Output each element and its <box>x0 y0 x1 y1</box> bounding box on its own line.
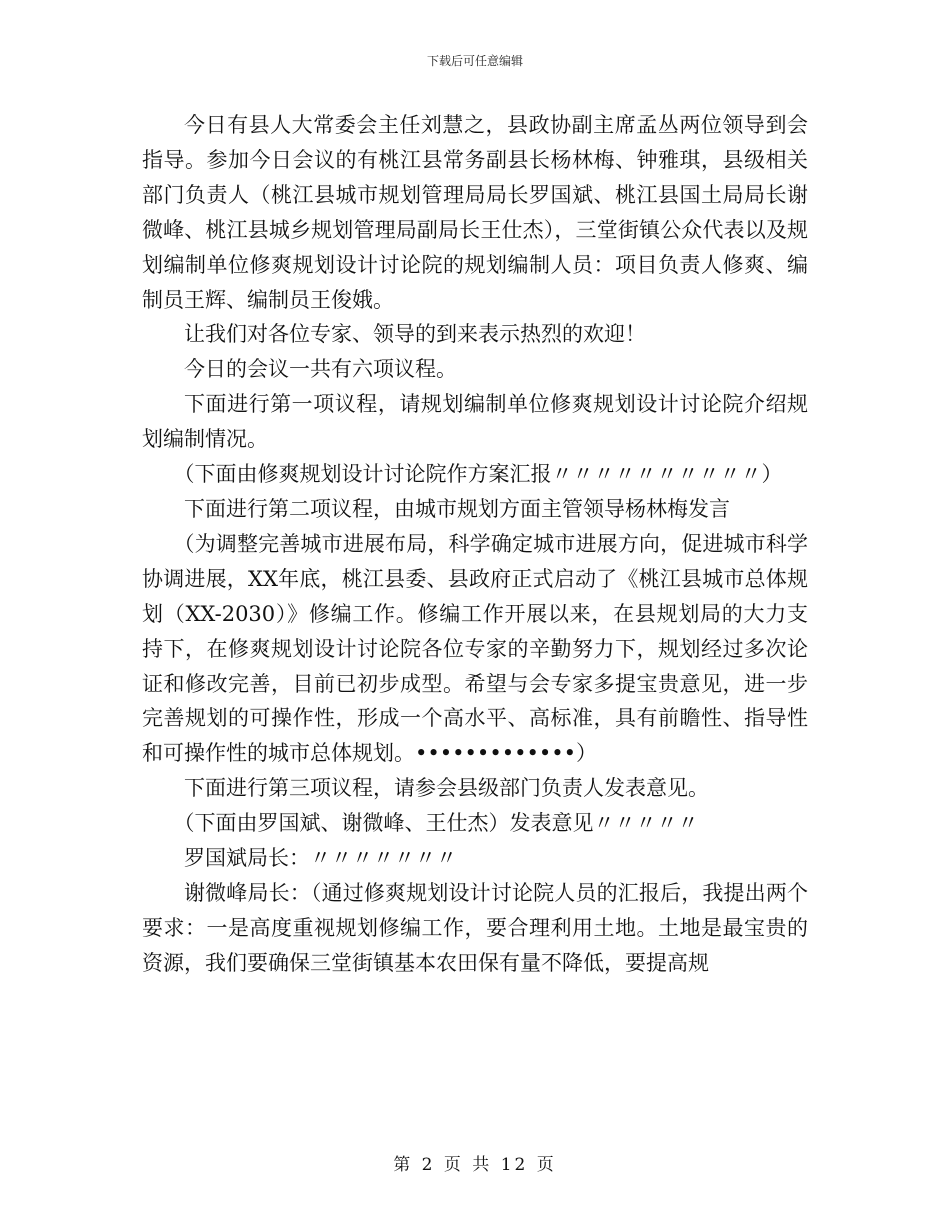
page-footer: 第 2 页 共 12 页 <box>393 1155 557 1175</box>
paragraph-agenda-3: 下面进行第三项议程，请参会县级部门负责人发表意见。 <box>184 776 709 801</box>
page-header: 下载后可任意编辑 <box>426 54 523 68</box>
paragraph-agenda-2: 下面进行第二项议程，由城市规划方面主管领导杨林梅发言 <box>184 496 730 521</box>
paragraph-speaker-luo: 罗国斌局长：〃〃〃〃〃〃〃 <box>184 846 457 871</box>
paragraph-agenda-3-note: （下面由罗国斌、谢微峰、王仕杰）发表意见〃〃〃〃〃 <box>173 811 699 836</box>
paragraph-agenda-1-note: （下面由修爽规划设计讨论院作方案汇报〃〃〃〃〃〃〃〃〃〃） <box>173 462 783 487</box>
paragraph-attendees: 今日有县人大常委会主任刘慧之，县政协副主席孟丛两位领导到会指导。参加今日会议的有桃江县常务副县长杨林梅、钟雅琪，县级相关部门负责人（桃江县城市规划管理局局长罗国斌、桃江县国土局局长谢微峰、桃江县城乡规划管理局副局长王仕杰），三堂街镇公众代表以及规划编制单位修爽规划设计讨论院的规划编制人员：项目负责人修爽、编制员王辉、编制员王俊娥。 <box>142 113 808 312</box>
document-body <box>142 108 808 981</box>
paragraph-agenda-2-speech: （为调整完善城市进展布局，科学确定城市进展方向，促进城市科学协调进展，XX年底，桃江县委、县政府正式启动了《桃江县城市总体规划（XX-2030）》修编工作。修编工作开展以来，在县规划局的大力支持下，在修爽规划设计讨论院各位专家的辛勤努力下，规划经过多次论证和修改完善，目前已初步成型。希望与会专家多提宝贵意见，进一步完善规划的可操作性，形成一个高水平、高标准，具有前瞻性、指导性和可操作性的城市总体规划。•••••••••••••） <box>142 531 808 766</box>
paragraph-agenda-1: 下面进行第一项议程，请规划编制单位修爽规划设计讨论院介绍规划编制情况。 <box>142 392 808 452</box>
paragraph-welcome: 让我们对各位专家、领导的到来表示热烈的欢迎！ <box>184 322 646 347</box>
paragraph-speaker-xie: 谢微峰局长：（通过修爽规划设计讨论院人员的汇报后，我提出两个要求：一是高度重视规划修编工作，要合理利用土地。土地是最宝贵的资源，我们要确保三堂街镇基本农田保有量不降低，要提高规 <box>142 880 808 975</box>
paragraph-agenda-count: 今日的会议一共有六项议程。 <box>184 357 457 382</box>
